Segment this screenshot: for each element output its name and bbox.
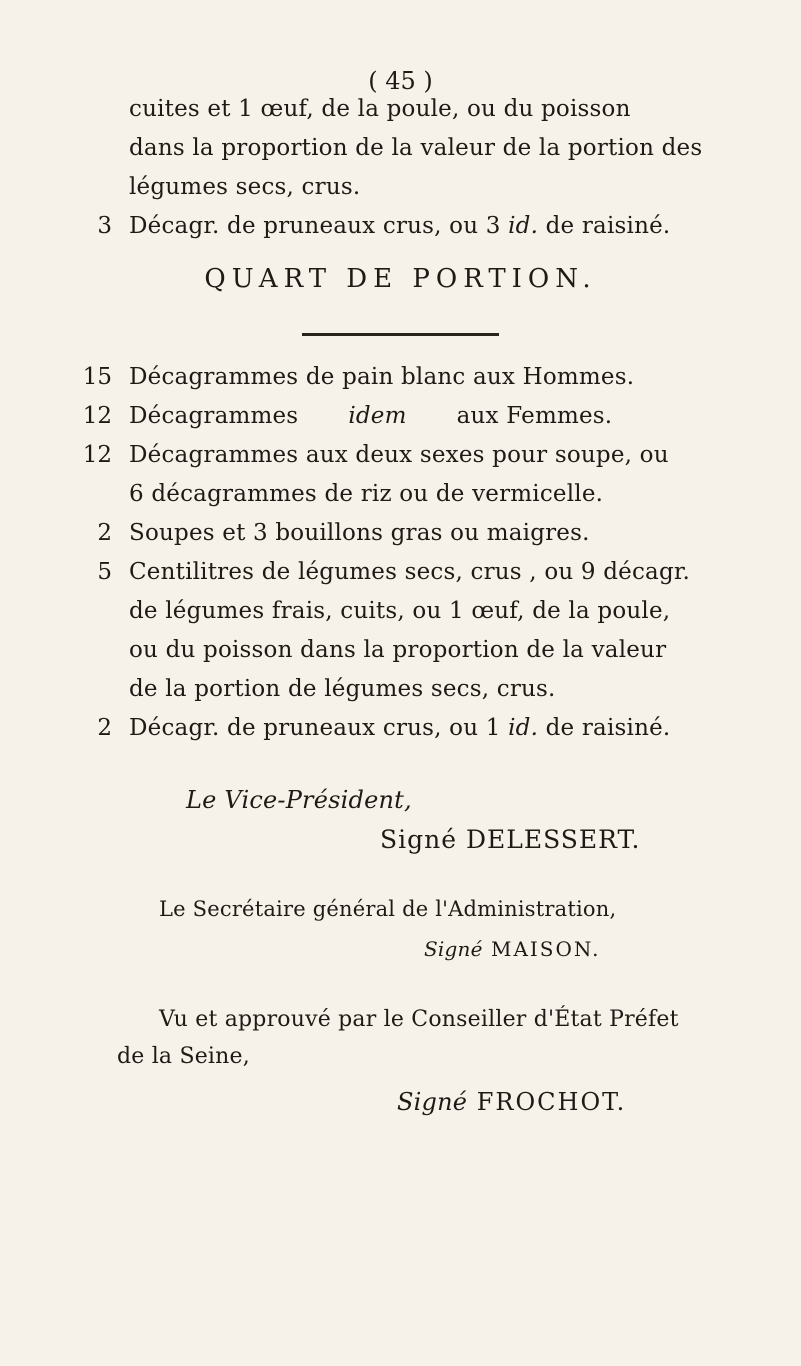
- list-item-continuation: ou du poisson dans la proportion de la valeur: [129, 637, 667, 663]
- text-line: cuites et 1 œuf, de la poule, ou du poisson: [129, 96, 631, 122]
- quantity-number: 2: [97, 715, 112, 741]
- section-title: QUART DE PORTION.: [204, 264, 597, 294]
- text-line: légumes secs, crus.: [129, 174, 361, 200]
- vice-president-signature: Signé DELESSERT.: [380, 825, 641, 854]
- list-item: [129, 713, 670, 743]
- list-item: Décagrammes de pain blanc aux Hommes.: [129, 364, 635, 390]
- section-divider: [302, 333, 499, 336]
- text-line: dans la proportion de la valeur de la portion des: [129, 135, 703, 161]
- approval-line: de la Seine,: [117, 1044, 250, 1069]
- signe-word: Signé: [424, 937, 483, 961]
- prefect-name: FROCHOT.: [467, 1088, 627, 1116]
- quantity-number: 12: [82, 442, 112, 468]
- secretary-title: Le Secrétaire général de l'Administration,: [159, 897, 617, 921]
- page-number: ( 45 ): [368, 67, 433, 95]
- idem-abbrev: id.: [508, 715, 539, 741]
- quantity-number: 3: [97, 213, 112, 239]
- list-item: [129, 401, 612, 431]
- list-item: Décagrammes aux deux sexes pour soupe, ou: [129, 442, 669, 468]
- idem-word: idem: [348, 403, 407, 429]
- text-segment: Décagrammes: [129, 403, 299, 429]
- secretary-name: MAISON.: [482, 937, 601, 961]
- list-item: Soupes et 3 bouillons gras ou maigres.: [129, 520, 590, 546]
- text-segment: Décagr. de pruneaux crus, ou 1: [129, 715, 509, 741]
- text-segment: aux Femmes.: [456, 403, 613, 429]
- vice-president-title: Le Vice-Président,: [186, 786, 412, 814]
- quantity-number: 15: [82, 364, 112, 390]
- quantity-number: 5: [97, 559, 112, 585]
- approval-line: Vu et approuvé par le Conseiller d'État Préfet: [159, 1007, 679, 1032]
- list-item-continuation: de légumes frais, cuits, ou 1 œuf, de la poule,: [129, 598, 671, 624]
- text-segment: de raisiné.: [538, 213, 671, 239]
- text-line: [129, 211, 670, 241]
- list-item-continuation: 6 décagrammes de riz ou de vermicelle.: [129, 481, 604, 507]
- quantity-number: 2: [97, 520, 112, 546]
- text-segment: de raisiné.: [538, 715, 671, 741]
- prefect-signature: [397, 1087, 626, 1117]
- secretary-signature: [424, 934, 600, 964]
- text-segment: Décagr. de pruneaux crus, ou 3: [129, 213, 509, 239]
- signe-word: Signé: [397, 1088, 468, 1116]
- idem-abbrev: id.: [508, 213, 539, 239]
- quantity-number: 12: [82, 403, 112, 429]
- list-item: Centilitres de légumes secs, crus , ou 9 décagr.: [129, 559, 691, 585]
- list-item-continuation: de la portion de légumes secs, crus.: [129, 676, 556, 702]
